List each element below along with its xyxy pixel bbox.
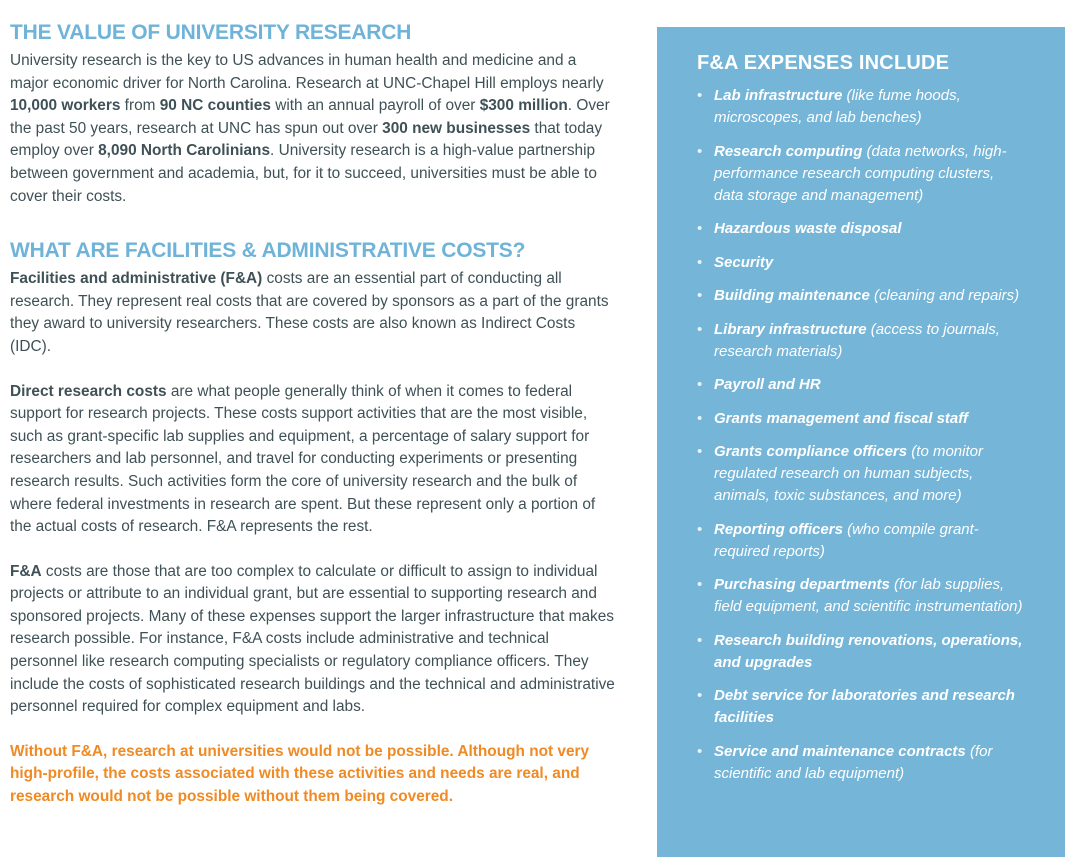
expense-item-title: Reporting officers: [714, 520, 843, 538]
expense-item-detail: (data networks, high-performance research computing clusters, data storage and management): [714, 142, 1007, 204]
text: University research is the key to US advances in human health and medicine and a major economic driver for North Carolina. Research at UNC-Chapel Hill employs nearly: [10, 52, 604, 92]
bold-text: Facilities and administrative (F&A): [10, 270, 263, 288]
expense-item-detail: (cleaning and repairs): [869, 287, 1020, 304]
intro-paragraph: [10, 50, 618, 208]
heading-fa-costs: WHAT ARE FACILITIES & ADMINISTRATIVE COSTS?: [10, 239, 526, 263]
expense-item: [714, 630, 1024, 674]
expense-item-title: Research building renovations, operations, and upgrades: [714, 631, 1023, 671]
expense-item-title: Lab infrastructure: [714, 87, 843, 104]
expense-item-title: Hazardous waste disposal: [714, 220, 902, 237]
expense-item-title: Payroll and HR: [714, 376, 821, 393]
direct-costs-paragraph: [10, 381, 618, 539]
bold-text: Direct research costs: [10, 382, 167, 400]
expense-item: [714, 408, 1024, 430]
expense-item-title: Grants compliance officers: [714, 443, 908, 460]
expense-item-detail: (access to journals, research materials): [714, 320, 1000, 360]
expense-item-detail: (to monitor regulated research on human subjects, animals, toxic substances, and more): [714, 443, 983, 504]
bold-text: 10,000 workers: [10, 97, 121, 115]
expense-item: [714, 285, 1024, 307]
text: that today employ over: [10, 119, 603, 160]
fa-definition-paragraph: [10, 268, 618, 358]
expense-item: [714, 519, 1024, 563]
expense-item: [714, 319, 1024, 363]
expense-item: [714, 685, 1024, 729]
bold-text: $300 million: [479, 97, 568, 115]
panel-heading: F&A EXPENSES INCLUDE: [697, 52, 950, 74]
expense-item-detail: (who compile grant-required reports): [714, 520, 979, 560]
expense-item: [714, 252, 1024, 274]
bold-text: 300 new businesses: [382, 119, 531, 137]
expense-item-title: Library infrastructure: [714, 320, 867, 338]
text: from: [120, 97, 160, 115]
expense-item-title: Security: [714, 253, 774, 271]
expense-item-title: Purchasing departments: [714, 576, 890, 593]
main-article: [10, 20, 618, 831]
text: costs are those that are too complex to calculate or difficult to assign to individual projects or attribute to an individual grant, but are essential to supporting research and sponsored projects. Many of these expenses support the larger infrastructure that makes research possible. For instance, F&A costs include administrative and technical personnel like research computing specialists or regulatory compliance officers. They include the costs of sophisticated research buildings and the technical and administrative personnel required for complex equipment and labs.: [10, 562, 615, 716]
expense-list: [657, 85, 1024, 785]
expense-item: [714, 741, 1024, 785]
expense-item-title: Debt service for laboratories and research facilities: [714, 687, 1015, 726]
expense-item: [714, 218, 1024, 240]
bold-text: 90 NC counties: [159, 97, 271, 115]
fa-costs-paragraph: [10, 561, 618, 719]
expense-item-title: Research computing: [714, 142, 863, 160]
heading-value-of-research: THE VALUE OF UNIVERSITY RESEARCH: [10, 21, 412, 44]
expense-item: [714, 441, 1024, 507]
text: . University research is a high-value partnership between government and academia, but, for it to succeed, universities must be able to cover their costs.: [10, 142, 597, 205]
conclusion-paragraph: Without F&A, research at universities would not be possible. Although not very high-profile, the costs associated with these activities and needs are real, and research would not be possible without them being covered.: [10, 742, 590, 806]
expense-item-detail: (for lab supplies, field equipment, and scientific instrumentation): [714, 576, 1023, 615]
expense-item: [714, 85, 1024, 129]
bold-text: F&A: [10, 562, 42, 580]
expense-item: [714, 141, 1024, 207]
expense-item-title: Grants management and fiscal staff: [714, 409, 968, 427]
bold-text: 8,090 North Carolinians: [98, 142, 271, 160]
text: costs are an essential part of conducting all research. They represent real costs that are covered by sponsors as a part of the grants they award to university researchers. These costs are also known as Indirect Costs (IDC).: [10, 270, 609, 355]
expense-item-detail: (like fume hoods, microscopes, and lab benches): [714, 87, 961, 126]
text: are what people generally think of when it comes to federal support for research projects. These costs support activities that are the most visible, such as grant-specific lab supplies and equipment, a percentage of salary support for researchers and lab personnel, and travel for conducting experiments or presenting research results. Such activities form the core of university research and the bulk of where federal investments in research are spent. But these represent only a portion of the actual costs of research. F&A represents the rest.: [10, 382, 596, 536]
fa-expenses-panel: [657, 27, 1065, 857]
expense-item-title: Building maintenance: [714, 287, 870, 304]
expense-item: [714, 374, 1024, 396]
expense-item-detail: (for scientific and lab equipment): [714, 742, 993, 782]
text: . Over the past 50 years, research at UNC has spun out over: [10, 97, 610, 137]
expense-item: [714, 574, 1024, 618]
expense-item-title: Service and maintenance contracts: [714, 742, 966, 760]
text: with an annual payroll of over: [270, 97, 480, 115]
